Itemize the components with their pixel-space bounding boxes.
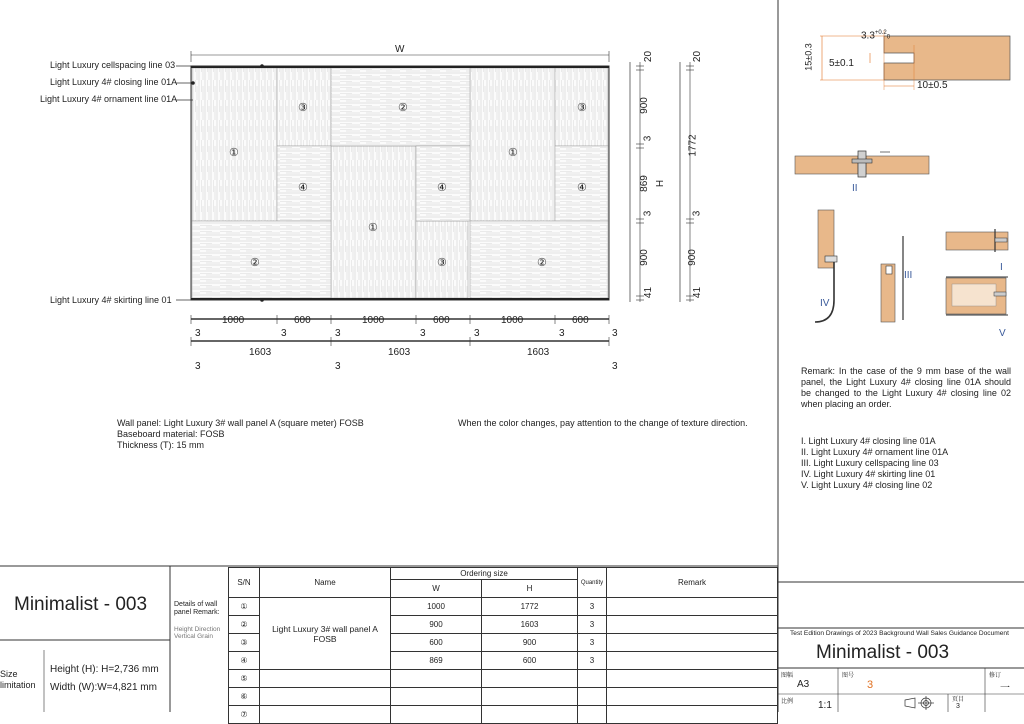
details-remark-label: Details of wall panel Remark: [174,601,220,616]
row-h [482,670,578,688]
detail-dim-mid: 5±0.1 [829,58,854,69]
remark-text: Remark: In the case of the 9 mm base of the wall panel, the Light Luxury 4# closing line 01A should be changed to the Light Luxury 4# closing line 02 when placing an order. [801,366,1011,409]
row-h: 900 [482,634,578,652]
titleblock-title: Minimalist - 003 [816,642,950,663]
panel-label: ③ [577,102,587,114]
bottom-title: Minimalist - 003 [14,594,148,615]
leader-cellspacing-label: Light Luxury cellspacing line 03 [50,60,176,70]
dim-gap: 3 [335,361,341,372]
legend-list [801,436,948,491]
dim-bottom: 1000 [362,315,385,326]
row-q: 3 [578,616,607,634]
detail-label-iii: III [904,270,913,281]
row-w: 600 [391,634,482,652]
note-thickness: Thickness (T): 15 mm [117,440,205,450]
row-w: 1000 [391,598,482,616]
detail-label-iv: IV [820,298,830,309]
detail-dim-sup: +0.2 [874,30,887,36]
row-sn: ④ [229,652,260,670]
closing-detail-i [946,229,1008,252]
dim-gap: 3 [559,328,565,339]
header-name: Name [260,568,391,598]
legend-item: V. Light Luxury 4# closing line 02 [801,480,933,490]
table-row [229,670,778,688]
detail-dim-left: 15±0.3 [803,43,814,71]
dim-1772: 1772 [687,134,699,157]
header-w: W [391,580,482,598]
note-baseboard: Baseboard material: FOSB [117,429,225,439]
scale-label: 比例 [781,699,794,705]
paper-label: 图幅 [781,673,794,679]
row-sn: ⑤ [229,670,260,688]
row-q [578,688,607,706]
panel-label: ③ [298,102,308,114]
row-h [482,706,578,724]
width-dimension-label: W [395,44,405,55]
dim-gap: 3 [281,328,287,339]
panel-label: ② [537,257,547,269]
page-value: 3 [956,703,960,710]
row-h: 1772 [482,598,578,616]
row-remark [607,670,778,688]
dim-bottom: 600 [433,315,450,326]
dim-900-c: 900 [686,249,698,266]
row-remark [607,598,778,616]
row-sn: ⑦ [229,706,260,724]
legend-item: IV. Light Luxury 4# skirting line 01 [801,469,936,479]
dim-gap: 3 [612,328,618,339]
row-remark [607,652,778,670]
dim-gap: 3 [195,361,201,372]
panel-label: ④ [437,182,447,194]
panel-label: ① [508,147,518,159]
height-direction-label: Height Direction Vertical Grain [174,626,221,640]
detail-label-v: V [999,328,1006,339]
dim-gap: 3 [335,328,341,339]
order-table [228,567,778,724]
dim-bottom: 600 [294,315,311,326]
panel-label: ① [368,222,378,234]
scale-value: 1:1 [818,700,832,711]
dim-gap: 3 [612,361,618,372]
dim-20-b: 20 [692,50,704,63]
row-remark [607,634,778,652]
row-remark [607,706,778,724]
detail-label-i: I [1000,262,1003,273]
detail-dim-bottom: 10±0.5 [917,80,948,91]
table-row [229,706,778,724]
header-remark: Remark [607,568,778,598]
row-name [260,670,391,688]
row-h [482,688,578,706]
dim-bottom-total: 1603 [249,347,272,358]
header-h: H [482,580,578,598]
header-ordering: Ordering size [391,568,578,580]
row-q [578,706,607,724]
rev-label: 修订 [989,673,1002,679]
legend-item: III. Light Luxury cellspacing line 03 [801,458,939,468]
row-sn: ② [229,616,260,634]
row-name [260,688,391,706]
dim-3-a: 3 [642,135,654,142]
row-h: 1603 [482,616,578,634]
dim-gap: 3 [420,328,426,339]
detail-dim-sub: 0 [886,34,891,41]
dim-bottom-total: 1603 [527,347,550,358]
dim-3-c: 3 [691,210,703,217]
dim-41-b: 41 [692,286,704,299]
row-q: 3 [578,634,607,652]
row-name [260,706,391,724]
detail-label-ii: II [852,183,858,194]
note-color-change: When the color changes, pay attention to the change of texture direction. [458,418,748,428]
dim-41-a: 41 [643,286,655,299]
dim-bottom-total: 1603 [388,347,411,358]
header-sn: S/N [229,568,260,598]
leader-skirting-label: Light Luxury 4# skirting line 01 [50,295,172,305]
dim-bottom: 600 [572,315,589,326]
table-row [229,688,778,706]
cellspacing-detail-iii [881,236,903,322]
detail-dim-top [861,30,890,41]
note-panel: Wall panel: Light Luxury 3# wall panel A (square meter) FOSB [117,418,364,428]
dim-900-a: 900 [638,97,650,114]
header-quantity: Quantity [578,568,607,598]
row-remark [607,616,778,634]
panel-label: ④ [577,182,587,194]
row-w: 869 [391,652,482,670]
row-sn: ③ [229,634,260,652]
legend-item: II. Light Luxury 4# ornament line 01A [801,447,949,457]
row-w [391,670,482,688]
legend-item: I. Light Luxury 4# closing line 01A [801,436,936,446]
page-label: 页目 [952,697,965,703]
row-q [578,670,607,688]
dim-bottom: 1000 [222,315,245,326]
dim-gap: 3 [474,328,480,339]
row-w [391,706,482,724]
width-text: Width (W):W=4,821 mm [50,682,157,693]
panel-label: ① [229,147,239,159]
detail-dim-top-value: 3.3 [861,30,875,42]
paper-value: A3 [797,679,810,690]
row-remark [607,688,778,706]
dim-869: 869 [638,175,650,192]
leader-ornament-label: Light Luxury 4# ornament line 01A [40,94,178,104]
row-q: 3 [578,598,607,616]
panel-label: ② [398,102,408,114]
dim-900-b: 900 [638,249,650,266]
panel-label: ③ [437,257,447,269]
row-w: 900 [391,616,482,634]
closing-detail-v [946,277,1008,315]
dim-gap: 3 [195,328,201,339]
joint-detail-ii [795,151,929,177]
row-sn: ⑥ [229,688,260,706]
panel-label: ② [250,257,260,269]
figno-label: 图号 [842,673,855,679]
leader-closing-label: Light Luxury 4# closing line 01A [50,77,178,87]
product-name: Light Luxury 3# wall panel A FOSB [260,598,391,670]
size-limitation-label: Size limitation [0,669,36,690]
row-w [391,688,482,706]
figno-value: 3 [867,679,874,691]
dim-3-b: 3 [642,210,654,217]
height-text: Height (H): H=2,736 mm [50,664,159,675]
edition-text: Test Edition Drawings of 2023 Background Wall Sales Guidance Document [790,630,1009,637]
rev-value: 一 [1000,683,1010,694]
row-h: 600 [482,652,578,670]
panel-label: ④ [298,182,308,194]
dim-20-a: 20 [643,50,655,63]
row-sn: ① [229,598,260,616]
table-row [229,598,778,616]
height-dimension-label: H [655,179,667,188]
dim-bottom: 1000 [501,315,524,326]
row-q: 3 [578,652,607,670]
